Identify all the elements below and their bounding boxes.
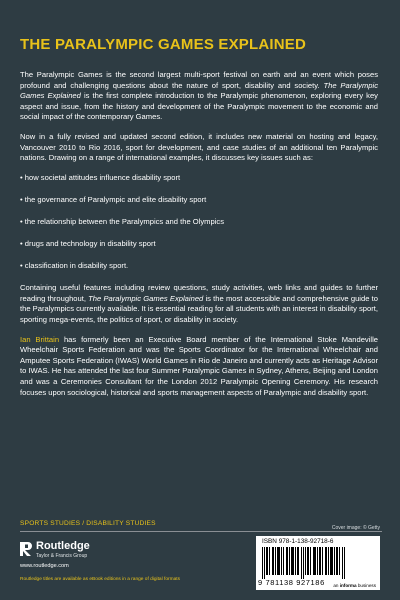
key-issues-list [20, 173, 378, 272]
publisher-group: Taylor & Francis Group [36, 553, 88, 559]
list-item: • drugs and technology in disability sport [20, 239, 156, 249]
routledge-logo-icon [20, 542, 32, 556]
features-text-cont: is the most accessible and comprehensive guide to the Paralympics currently available. It is essential reading for all students with an interest in disability sport, sporting mega-events, the politics of sport, or disability in society. [20, 293, 378, 324]
publisher-name: Routledge [36, 540, 90, 552]
business-suffix: business [356, 583, 376, 588]
intro-text: The Paralympic Games is the second largest multi-sport festival on earth and an event which poses profound and challenging questions about the nature of sport, disability and society. [20, 70, 378, 90]
divider [20, 531, 382, 532]
blurb-paragraph-edition: Now in a fully revised and updated second edition, it includes new material on hosting and legacy, Vancouver 2010 to Rio 2016, sport for development, and case studies of an additional ten Paralympic nations. Drawing on a range of international examples, it discusses key issues such as: [20, 131, 378, 163]
publisher-url[interactable]: www.routledge.com [20, 563, 69, 569]
informa-business-label [333, 583, 376, 588]
barcode-digits: 9 781138 927186 [258, 578, 325, 587]
subject-category: SPORTS STUDIES / DISABILITY STUDIES [20, 520, 156, 527]
author-bio [20, 335, 378, 399]
list-item: • how societal attitudes influence disability sport [20, 172, 181, 182]
barcode-panel [256, 536, 380, 590]
informa-brand: informa [339, 583, 357, 588]
isbn-text: ISBN 978-1-138-92718-6 [262, 538, 334, 545]
barcode-icon [262, 547, 346, 579]
author-bio-text: has formerly been an Executive Board member of the International Stoke Mandeville Wheelchair Sports Federation and was the Sports Coordinator for the International Wheelchair and Amputee Sports Federation (IWAS) World Games in Rio de Janeiro and currently acts as Heritage Advisor to IWAS. He has attended the last four Summer Paralympic Games in Sydney, Athens, Beijing and London and was a Ceremonies Consultant for the London 2012 Paralympic Opening Ceremony. His research focuses upon sociological, historical and sports management aspects of Paralympic and disability sport. [20, 334, 378, 397]
author-name: Ian Brittain [20, 334, 60, 344]
blurb [20, 70, 378, 407]
cover-image-credit: Cover image: © Getty [331, 525, 380, 531]
features-book-title: The Paralympic Games Explained [88, 293, 204, 303]
list-item: • classification in disability sport. [20, 261, 129, 271]
book-title: THE PARALYMPIC GAMES EXPLAINED [20, 36, 307, 53]
ebook-note: Routledge titles are available as eBook editions in a range of digital formats [20, 577, 180, 582]
publisher-logo [20, 540, 150, 570]
blurb-paragraph-features [20, 283, 378, 325]
business-prefix: an [333, 583, 340, 588]
list-item: • the governance of Paralympic and elite disability sport [20, 194, 207, 204]
features-text: Containing useful features including review questions, study activities, web links and guides to further reading throughout, [20, 283, 378, 303]
blurb-paragraph-intro [20, 70, 378, 123]
intro-book-title: The Paralympic Games Explained [20, 80, 378, 101]
list-item: • the relationship between the Paralympics and the Olympics [20, 216, 224, 226]
intro-text-cont: is the first complete introduction to the Paralympic phenomenon, exploring every key aspect and issue, from the history and development of the Paralympic movement to the economic and social impact of the contemporary Games. [20, 91, 378, 122]
